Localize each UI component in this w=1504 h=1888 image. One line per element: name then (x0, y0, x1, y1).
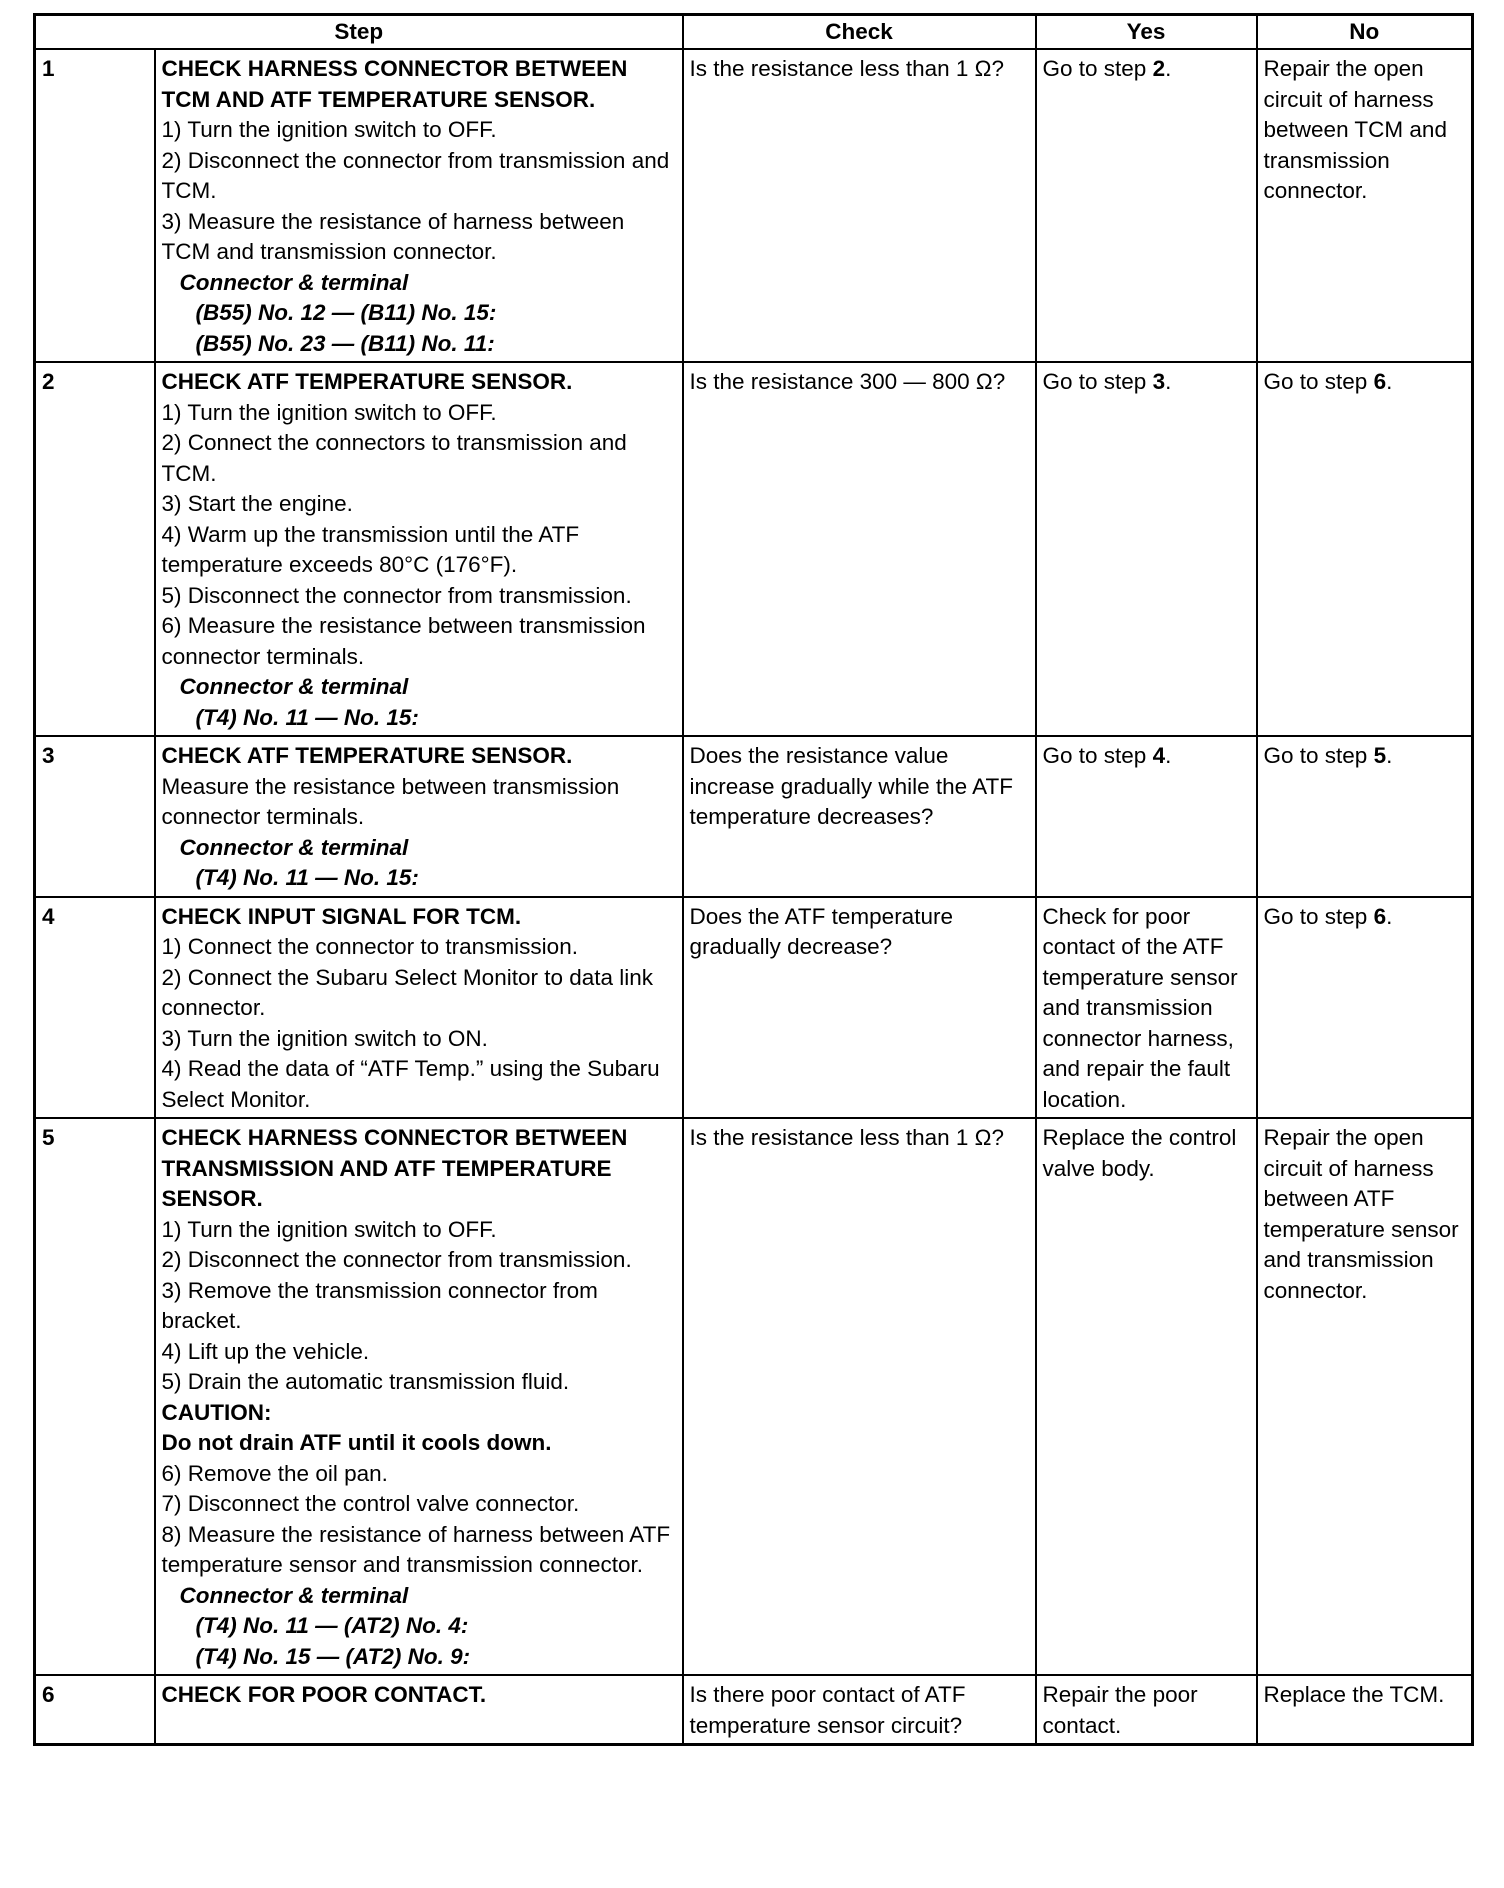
step-instructions (155, 1675, 683, 1745)
table-row (35, 362, 1473, 736)
no-step-ref: 6 (1373, 369, 1387, 394)
check-question: Is there poor contact of ATF temperature sensor circuit? (683, 1675, 1036, 1745)
yes-action (1036, 1118, 1257, 1675)
check-question: Is the resistance less than 1 Ω? (683, 1118, 1036, 1675)
header-check: Check (683, 15, 1036, 50)
step-title: CHECK ATF TEMPERATURE SENSOR. (161, 743, 573, 768)
no-text: Repair the open circuit of harness between ATF temperature sensor and transmission connector. (1263, 1125, 1459, 1303)
step-line: 3) Measure the resistance of harness between TCM and transmission connector. (161, 208, 625, 264)
yes-text: Go to step (1042, 369, 1153, 394)
step-title: CHECK ATF TEMPERATURE SENSOR. (161, 369, 573, 394)
step-title: CHECK HARNESS CONNECTOR BETWEEN TRANSMISSION AND ATF TEMPERATURE SENSOR. (161, 1125, 628, 1211)
step-line: 4) Lift up the vehicle. (161, 1338, 370, 1364)
yes-action (1036, 1675, 1257, 1745)
terminal-spec: (B55) No. 23 — (B11) No. 11: (195, 330, 495, 356)
step-line: 1) Turn the ignition switch to OFF. (161, 1216, 497, 1242)
no-action (1257, 736, 1473, 897)
no-action (1257, 1118, 1473, 1675)
diagnostic-procedure-document (33, 13, 1471, 1746)
caution-text: Do not drain ATF until it cools down. (161, 1430, 552, 1455)
step-line: 1) Connect the connector to transmission. (161, 934, 578, 959)
yes-step-ref: 3 (1152, 369, 1166, 394)
check-question: Is the resistance less than 1 Ω? (683, 49, 1036, 362)
check-question: Does the resistance value increase gradually while the ATF temperature decreases? (683, 736, 1036, 897)
no-text: Go to step (1263, 743, 1374, 768)
table-row (35, 736, 1473, 897)
step-instructions (155, 736, 683, 897)
step-line: 2) Disconnect the connector from transmission. (161, 1247, 632, 1272)
step-line: 6) Remove the oil pan. (161, 1460, 388, 1486)
terminal-spec: (B55) No. 12 — (B11) No. 15: (195, 300, 497, 325)
caution-label: CAUTION: (161, 1399, 272, 1425)
diagnostic-table (33, 13, 1474, 1746)
step-line: 3) Start the engine. (161, 491, 353, 516)
step-line: 5) Disconnect the connector from transmission. (161, 582, 632, 608)
no-end: . (1386, 903, 1393, 929)
header-no: No (1257, 15, 1473, 50)
yes-action (1036, 49, 1257, 362)
yes-text: Repair the poor contact. (1042, 1682, 1198, 1738)
yes-text: Check for poor contact of the ATF temperature sensor and transmission connector harness, and repair the fault location. (1042, 903, 1238, 1112)
no-action (1257, 362, 1473, 736)
yes-action (1036, 736, 1257, 897)
step-title: CHECK FOR POOR CONTACT. (161, 1682, 487, 1707)
step-instructions (155, 1118, 683, 1675)
step-line: 5) Drain the automatic transmission fluid. (161, 1369, 570, 1394)
no-end: . (1386, 743, 1393, 768)
check-question: Does the ATF temperature gradually decrease? (683, 897, 1036, 1119)
step-line: 8) Measure the resistance of harness between ATF temperature sensor and transmission connector. (161, 1521, 671, 1577)
yes-action (1036, 362, 1257, 736)
no-text: Replace the TCM. (1263, 1682, 1445, 1707)
terminal-spec: (T4) No. 15 — (AT2) No. 9: (195, 1643, 471, 1669)
step-line: Measure the resistance between transmission connector terminals. (161, 773, 620, 829)
step-instructions (155, 49, 683, 362)
no-step-ref: 5 (1373, 743, 1387, 768)
terminal-spec: (T4) No. 11 — No. 15: (195, 865, 419, 890)
check-question: Is the resistance 300 — 800 Ω? (683, 362, 1036, 736)
table-row (35, 1675, 1473, 1745)
step-line: 4) Warm up the transmission until the ATF temperature exceeds 80°C (176°F). (161, 521, 580, 577)
step-line: 3) Turn the ignition switch to ON. (161, 1025, 488, 1051)
yes-text: Replace the control valve body. (1042, 1125, 1237, 1181)
step-instructions (155, 897, 683, 1119)
no-end: . (1386, 369, 1393, 394)
step-line: 2) Disconnect the connector from transmission and TCM. (161, 147, 670, 203)
yes-text: Go to step (1042, 56, 1153, 81)
step-number: 1 (35, 49, 155, 362)
step-number: 5 (35, 1118, 155, 1675)
connector-label: Connector & terminal (179, 674, 409, 699)
connector-label: Connector & terminal (179, 834, 409, 860)
no-action (1257, 1675, 1473, 1745)
yes-end: . (1165, 56, 1172, 81)
step-title: CHECK INPUT SIGNAL FOR TCM. (161, 903, 522, 929)
step-line: 1) Turn the ignition switch to OFF. (161, 117, 497, 142)
step-number: 2 (35, 362, 155, 736)
step-line: 6) Measure the resistance between transmission connector terminals. (161, 613, 646, 669)
step-number: 4 (35, 897, 155, 1119)
yes-step-ref: 4 (1152, 743, 1166, 768)
terminal-spec: (T4) No. 11 — (AT2) No. 4: (195, 1613, 469, 1638)
yes-action (1036, 897, 1257, 1119)
yes-text: Go to step (1042, 743, 1153, 768)
no-text: Go to step (1263, 369, 1374, 394)
step-line: 2) Connect the Subaru Select Monitor to data link connector. (161, 964, 654, 1020)
step-number: 6 (35, 1675, 155, 1745)
no-action (1257, 49, 1473, 362)
step-line: 1) Turn the ignition switch to OFF. (161, 399, 497, 425)
header-step: Step (35, 15, 683, 50)
header-row (35, 15, 1473, 50)
yes-end: . (1165, 743, 1172, 768)
header-yes: Yes (1036, 15, 1257, 50)
no-action (1257, 897, 1473, 1119)
step-line: 4) Read the data of “ATF Temp.” using the Subaru Select Monitor. (161, 1056, 660, 1112)
step-number: 3 (35, 736, 155, 897)
connector-label: Connector & terminal (179, 1582, 409, 1608)
no-step-ref: 6 (1373, 903, 1387, 929)
table-row (35, 49, 1473, 362)
yes-end: . (1165, 369, 1172, 394)
table-row (35, 1118, 1473, 1675)
connector-label: Connector & terminal (179, 269, 409, 295)
step-title: CHECK HARNESS CONNECTOR BETWEEN TCM AND ATF TEMPERATURE SENSOR. (161, 56, 628, 112)
table-row (35, 897, 1473, 1119)
step-instructions (155, 362, 683, 736)
step-line: 7) Disconnect the control valve connector. (161, 1491, 580, 1516)
step-line: 2) Connect the connectors to transmission and TCM. (161, 430, 627, 486)
no-text: Go to step (1263, 903, 1374, 929)
no-text: Repair the open circuit of harness between TCM and transmission connector. (1263, 56, 1447, 203)
step-line: 3) Remove the transmission connector from bracket. (161, 1277, 598, 1333)
yes-step-ref: 2 (1152, 56, 1166, 81)
terminal-spec: (T4) No. 11 — No. 15: (195, 704, 419, 730)
